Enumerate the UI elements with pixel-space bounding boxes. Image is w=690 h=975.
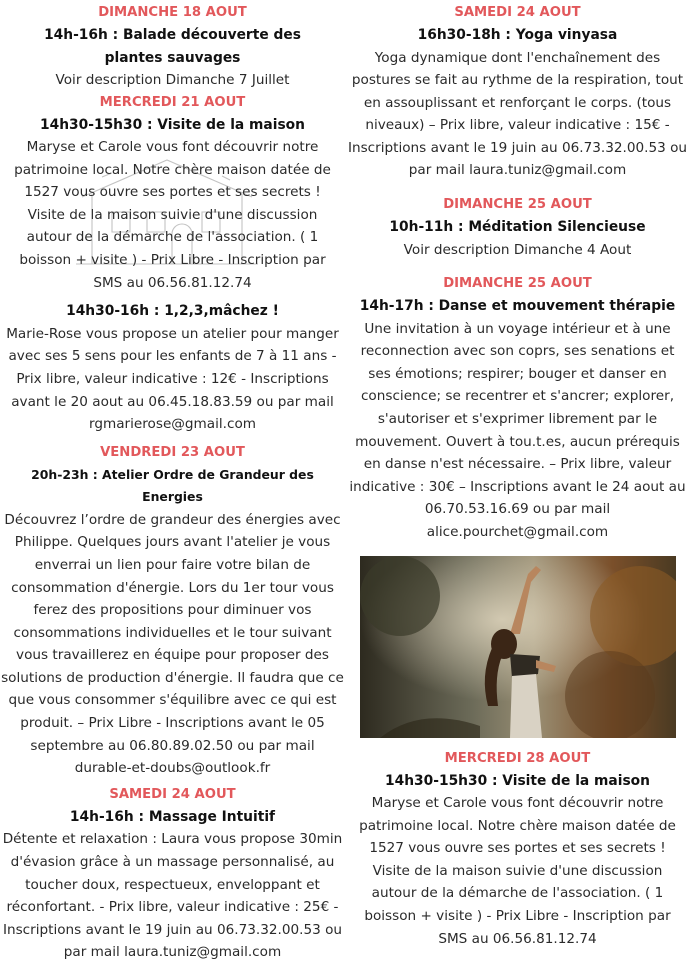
event-day: MERCREDI 28 AOUT — [444, 750, 591, 766]
event-massage — [0, 784, 345, 964]
event-energies — [0, 442, 345, 780]
event-description: Yoga dynamique dont l'enchaînement des postures se fait au rythme de la respiration, tout en assouplissant et renforçant le corps. (tous niveaux) – Prix libre, valeur indicative : 15€ - Inscriptions avant le 19 juin au 06.73.32.00.53 ou par mail laura.tuniz@gmail.com — [347, 49, 688, 179]
event-title: 14h-16h : Balade découverte des plantes sauvages — [44, 27, 301, 66]
event-title: 14h30-15h30 : Visite de la maison — [385, 772, 650, 789]
event-day: VENDREDI 23 AOUT — [100, 444, 245, 460]
event-description: Détente et relaxation : Laura vous propose 30min d'évasion grâce à un massage personnalisé, au toucher doux, respectueux, enveloppant et réconfortant. - Prix libre, valeur indicative : 25€ - Inscriptions avant le 19 juin au 06.73.32.00.53 ou par mail laura.tuniz@gmail.com — [2, 831, 343, 961]
event-visite-maison-28 — [345, 748, 690, 951]
event-title: 20h-23h : Atelier Ordre de Grandeur des Energies — [31, 466, 314, 505]
event-visite-maison — [0, 92, 345, 295]
event-danse — [345, 273, 690, 543]
event-description: Voir description Dimanche 7 Juillet — [55, 72, 290, 88]
right-column — [345, 0, 690, 950]
event-title: 14h-16h : Massage Intuitif — [69, 808, 276, 825]
event-title: 10h-11h : Méditation Silencieuse — [389, 219, 646, 236]
event-day: SAMEDI 24 AOUT — [454, 5, 581, 20]
dancer-photo — [360, 556, 676, 738]
event-title: 14h-17h : Danse et mouvement thérapie — [359, 298, 676, 315]
event-day: MERCREDI 21 AOUT — [99, 94, 246, 110]
left-column — [0, 0, 345, 964]
event-day: DIMANCHE 25 AOUT — [443, 276, 592, 292]
event-description: Une invitation à un voyage intérieur et à une reconnection avec son coprs, ses senations et ses émotions; respirer; bouger et danser en conscience; se recentrer et s'ancrer; explorer, s'autoriser et s'exprimer librement par le mouvement. Ouvert à tou.t.es, aucun prérequis en danse n'est nécessaire. – Prix libre, valeur indicative : 30€ – Inscriptions avant le 24 aout au 06.70.53.16.69 ou par mail alice.pourchet@gmail.com — [349, 320, 686, 540]
event-title: 14h30-15h30 : Visite de la maison — [40, 116, 305, 133]
event-day: DIMANCHE 18 AOUT — [98, 5, 247, 20]
event-title: 14h30-16h : 1,2,3,mâchez ! — [66, 303, 279, 320]
event-title: 16h30-18h : Yoga vinyasa — [417, 27, 618, 43]
event-description: Maryse et Carole vous font découvrir notre patrimoine local. Notre chère maison datée de 1527 vous ouvre ses portes et ses secrets ! Visite de la maison suivie d'une discussion autour de la démarche de l'association. ( 1 boisson + visite ) - Prix Libre - Inscription par SMS au 06.56.81.12.74 — [359, 795, 676, 947]
event-description: Découvrez l’ordre de grandeur des énergies avec Philippe. Quelques jours avant l'atelier je vous enverrai un lien pour faire votre bilan de consommation d'énergie. Lors du 1er tour vous ferez des propositions pour diminuer vos consommations individuelles et le tour suivant vous travaillerez en équipe pour proposer des solutions de production d'énergie. Il faudra que ce que vous consommer s'équilibre avec ce qui est produit. – Prix Libre - Inscriptions avant le 05 septembre au 06.80.89.02.50 ou par mail durable-et-doubs@outlook.fr — [1, 511, 344, 777]
event-balade — [0, 0, 345, 92]
event-machez — [0, 300, 345, 435]
event-description: Maryse et Carole vous font découvrir notre patrimoine local. Notre chère maison datée de 1527 vous ouvre ses portes et ses secrets ! Visite de la maison suivie d'une discussion autour de la démarche de l'association. ( 1 boisson + visite ) - Prix Libre - Inscription par SMS au 06.56.81.12.74 — [14, 139, 331, 291]
event-yoga — [345, 0, 690, 182]
event-description: Marie-Rose vous propose un atelier pour manger avec ses 5 sens pour les enfants de 7 à 11 ans - Prix libre, valeur indicative : 12€ - Inscriptions avant le 20 aout au 06.45.18.83.59 ou par mail rgmarierose@gmail.com — [6, 325, 339, 433]
event-description: Voir description Dimanche 4 Aout — [403, 241, 632, 258]
event-day: DIMANCHE 25 AOUT — [443, 197, 592, 213]
event-day: SAMEDI 24 AOUT — [109, 786, 236, 802]
event-meditation — [345, 194, 690, 261]
